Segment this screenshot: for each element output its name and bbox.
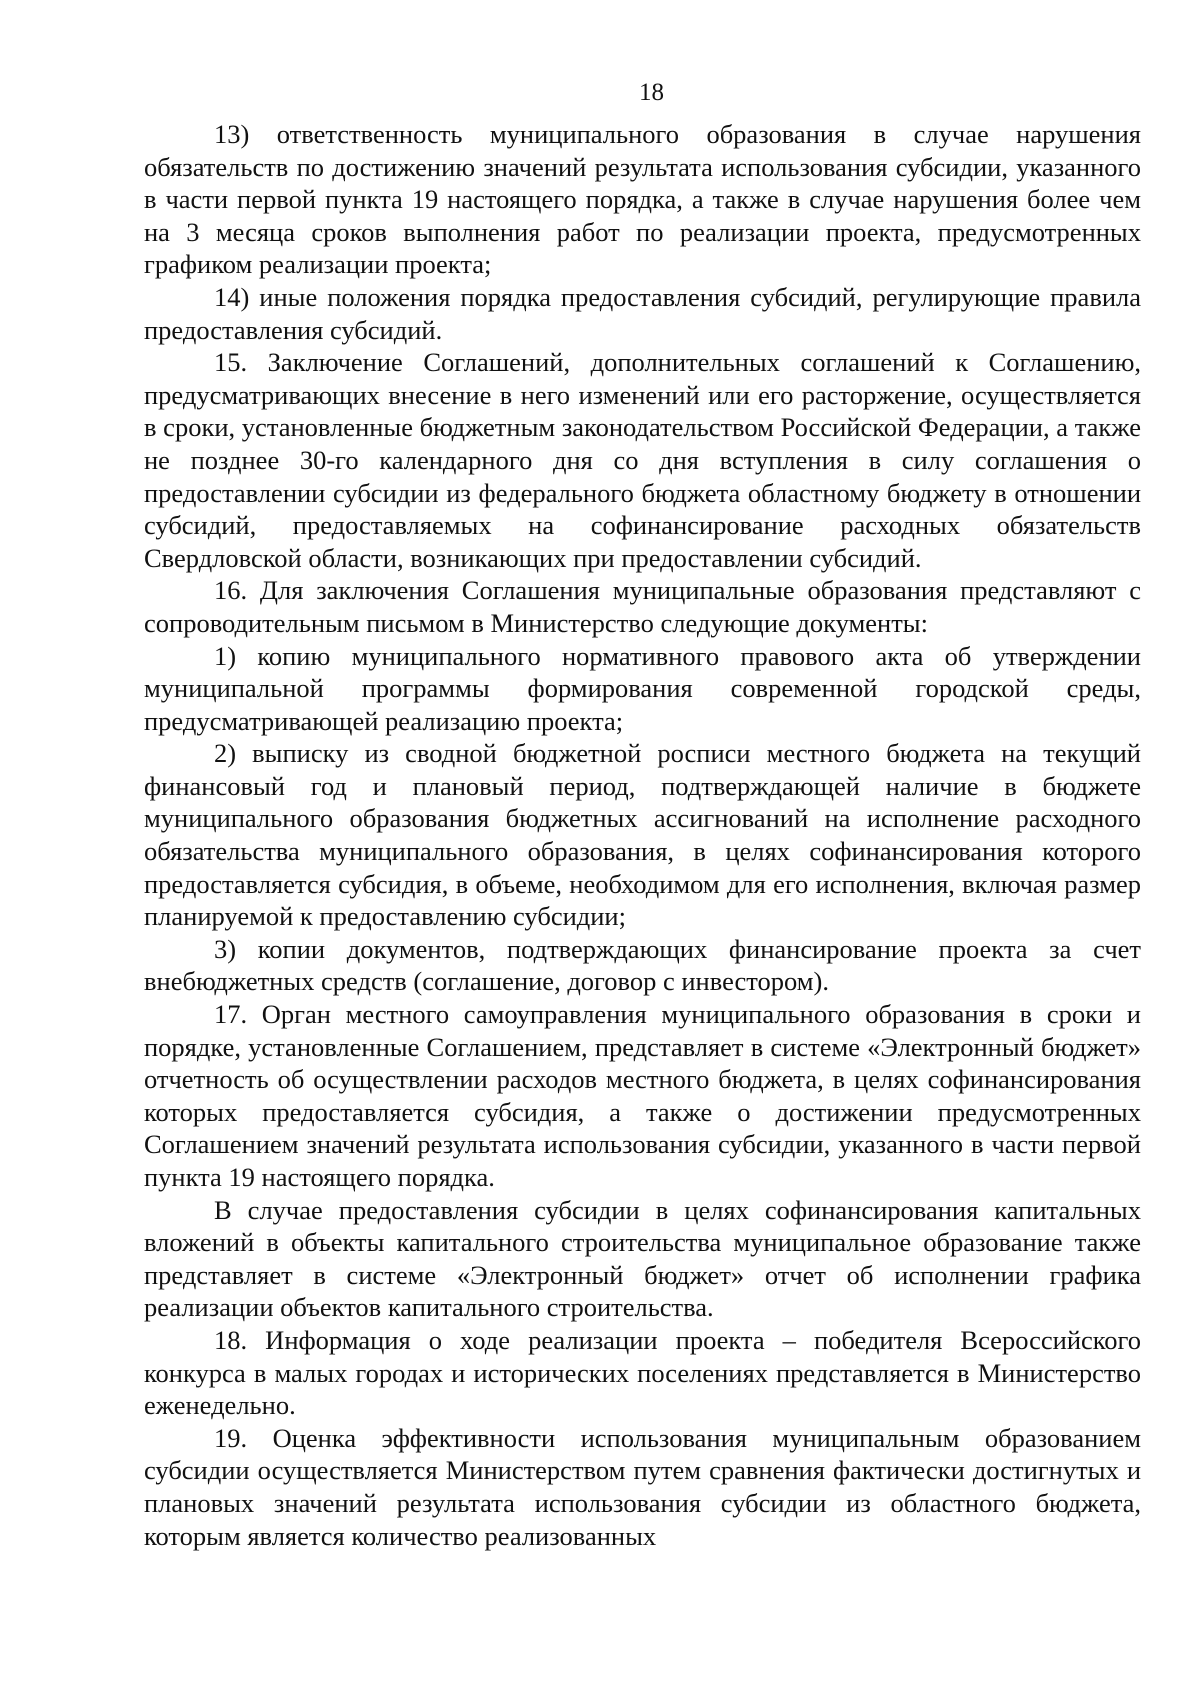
paragraph-18: 18. Информация о ходе реализации проекта – победителя Всероссийского конкурса в малых городах и исторических поселениях представляется в Министерство еженедельно. (144, 1324, 1141, 1421)
page-number: 18 (639, 79, 664, 106)
paragraph-13: 13) ответственность муниципального образования в случае нарушения обязательств по достижению значений результата использования субсидии, указанного в части первой пункта 19 настоящего порядка, а также в случае нарушения более чем на 3 месяца сроков выполнения работ по реализации проекта, предусмотренных графиком реализации проекта; (144, 119, 1141, 280)
paragraph-16-item-2: 2) выписку из сводной бюджетной росписи местного бюджета на текущий финансовый год и плановый период, подтверждающей наличие в бюджете муниципального образования бюджетных ассигнований на исполнение расходного обязательства муниципального образования, в целях софинансирования которого предоставляется субсидия, в объеме, необходимом для его исполнения, включая размер планируемой к предоставлению субсидии; (144, 738, 1141, 932)
paragraph-14: 14) иные положения порядка предоставления субсидий, регулирующие правила предоставления субсидий. (144, 281, 1141, 345)
document-page (144, 78, 1141, 1552)
paragraph-17: 17. Орган местного самоуправления муниципального образования в сроки и порядке, установленные Соглашением, представляет в системе «Электронный бюджет» отчетность об осуществлении расходов местного бюджета, в целях софинансирования которых предоставляется субсидия, а также о достижении предусмотренных Соглашением значений результата использования субсидии, указанного в части первой пункта 19 настоящего порядка. (144, 999, 1141, 1192)
paragraph-16-item-3: 3) копии документов, подтверждающих финансирование проекта за счет внебюджетных средств (соглашение, договор с инвестором). (144, 933, 1141, 997)
paragraph-16: 16. Для заключения Соглашения муниципальные образования представляют с сопроводительным письмом в Министерство следующие документы: (144, 575, 1141, 638)
paragraph-16-item-1: 1) копию муниципального нормативного правового акта об утверждении муниципальной программы формирования современной городской среды, предусматривающей реализацию проекта; (144, 640, 1141, 736)
paragraph-19: 19. Оценка эффективности использования муниципальным образованием субсидии осуществляется Министерством путем сравнения фактически достигнутых и плановых значений результата использования субсидии из областного бюджета, которым является количество реализованных (144, 1422, 1141, 1551)
paragraph-15: 15. Заключение Соглашений, дополнительных соглашений к Соглашению, предусматривающих внесение в него изменений или его расторжение, осуществляется в сроки, установленные бюджетным законодательством Российской Федерации, а также не позднее 30-го календарного дня со дня вступления в силу соглашения о предоставлении субсидии из федерального бюджета областному бюджету в отношении субсидий, предоставляемых на софинансирование расходных обязательств Свердловской области, возникающих при предоставлении субсидий. (144, 347, 1141, 573)
paragraph-17-capital-investment: В случае предоставления субсидии в целях софинансирования капитальных вложений в объекты капитального строительства муниципальное образование также представляет в системе «Электронный бюджет» отчет об исполнении графика реализации объектов капитального строительства. (144, 1194, 1141, 1323)
